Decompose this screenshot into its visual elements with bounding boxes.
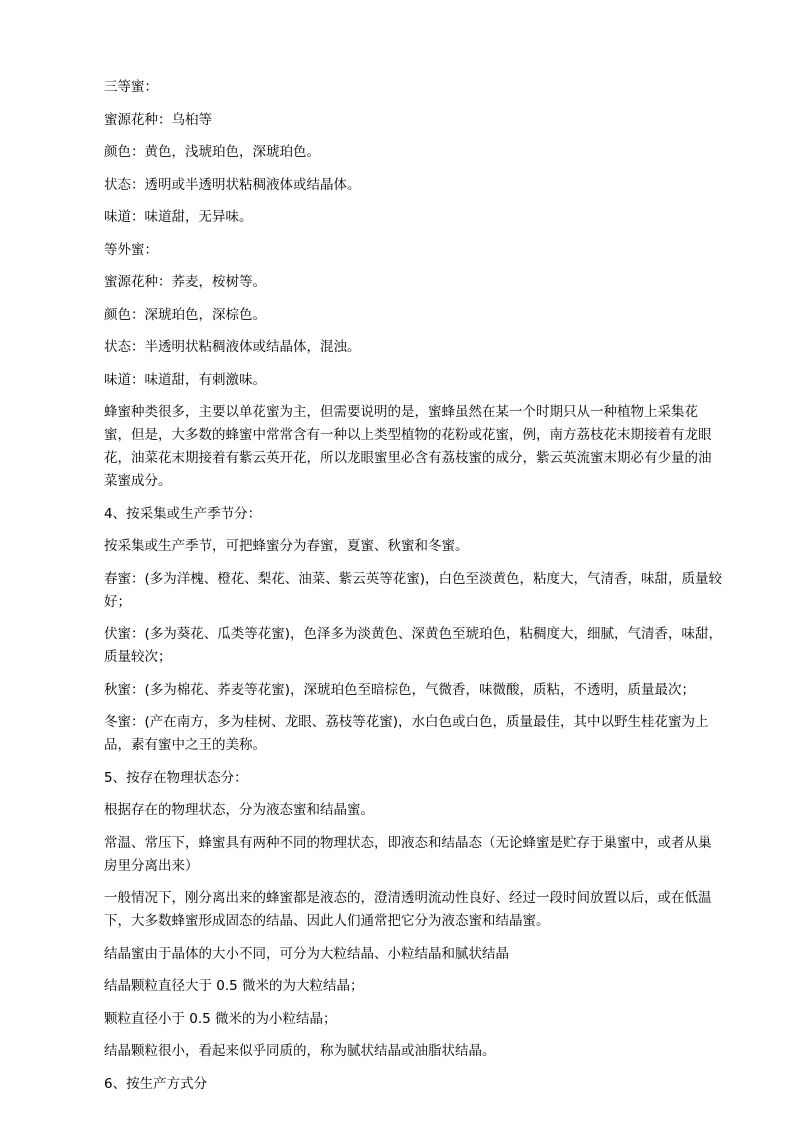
text-autumn-honey: 秋蜜：(多为棉花、荞麦等花蜜)，深琥珀色至暗棕色，气微香，味微酸，质粘，不透明，质量最次； xyxy=(104,681,696,698)
text-nectar-source: 蜜源花种：荞麦，桉树等。 xyxy=(104,274,266,290)
text-state: 状态：半透明状粘稠液体或结晶体，混浊。 xyxy=(104,339,361,355)
text-crystal-sizes: 结晶蜜由于晶体的大小不同，可分为大粒结晶、小粒结晶和腻状结晶 xyxy=(104,945,509,962)
heading-by-physical-state: 5、按存在物理状态分： xyxy=(104,769,248,786)
text-two-states: 常温、常压下，蜂蜜具有两种不同的物理状态，即液态和结晶态（无论蜂蜜是贮存于巢蜜中，或者从巢房里分离出来） xyxy=(104,834,712,874)
heading-off-grade-honey: 等外蜜： xyxy=(104,241,158,258)
text-taste: 味道：味道甜，无异味。 xyxy=(104,209,253,225)
text-taste: 味道：味道甜，有刺激味。 xyxy=(104,371,266,388)
text-summer-honey: 伏蜜：(多为葵花、瓜类等花蜜)，色泽多为淡黄色、深黄色至琥珀色，粘稠度大，细腻，气清香，味甜，质量较次； xyxy=(104,626,723,665)
text-winter-honey: 冬蜜：(产在南方，多为桂树、龙眼、荔枝等花蜜)，水白色或白色，质量最佳，其中以野生桂花蜜为上品，素有蜜中之王的美称。 xyxy=(104,714,709,753)
text-state: 状态：透明或半透明状粘稠液体或结晶体。 xyxy=(104,176,361,193)
text-small-crystal: 颗粒直径小于 0.5 微米的为小粒结晶； xyxy=(104,1010,337,1027)
text-nectar-source: 蜜源花种：乌桕等 xyxy=(104,111,212,128)
heading-grade-three-honey: 三等蜜： xyxy=(104,79,158,95)
text-spring-honey: 春蜜：(多为洋槐、橙花、梨花、油菜、紫云英等花蜜)，白色至淡黄色，粘度大，气清香，味甜，质量较好； xyxy=(104,570,723,610)
text-color: 颜色：深琥珀色，深棕色。 xyxy=(104,306,266,323)
heading-by-production-method: 6、按生产方式分 xyxy=(104,1075,208,1092)
text-large-crystal: 结晶颗粒直径大于 0.5 微米的为大粒结晶； xyxy=(104,978,364,994)
heading-by-season: 4、按采集或生产季节分： xyxy=(104,505,262,522)
text-liquid-to-crystal: 一般情况下，刚分离出来的蜂蜜都是液态的，澄清透明流动性良好、经过一段时间放置以后，或在低温下，大多数蜂蜜形成固态的结晶、因此人们通常把它分为液态蜜和结晶蜜。 xyxy=(104,890,712,929)
text-season-intro: 按采集或生产季节，可把蜂蜜分为春蜜，夏蜜、秋蜜和冬蜜。 xyxy=(104,538,469,554)
text-creamy-crystal: 结晶颗粒很小，看起来似乎同质的，称为腻状结晶或油脂状结晶。 xyxy=(104,1043,496,1059)
text-color: 颜色：黄色，浅琥珀色，深琥珀色。 xyxy=(104,144,320,160)
paragraph-honey-varieties: 蜂蜜种类很多，主要以单花蜜为主，但需要说明的是，蜜蜂虽然在某一个时期只从一种植物上采集花蜜，但是，大多数的蜂蜜中常常含有一种以上类型植物的花粉或花蜜，例，南方荔枝花末期接着有龙眼花，油菜花末期接着有紫云英开花，所以龙眼蜜里必含有荔枝蜜的成分，紫云英流蜜末期必有少量的油菜蜜成分。 xyxy=(104,404,712,489)
text-physical-state-intro: 根据存在的物理状态，分为液态蜜和结晶蜜。 xyxy=(104,802,374,818)
document-body xyxy=(104,76,724,1105)
